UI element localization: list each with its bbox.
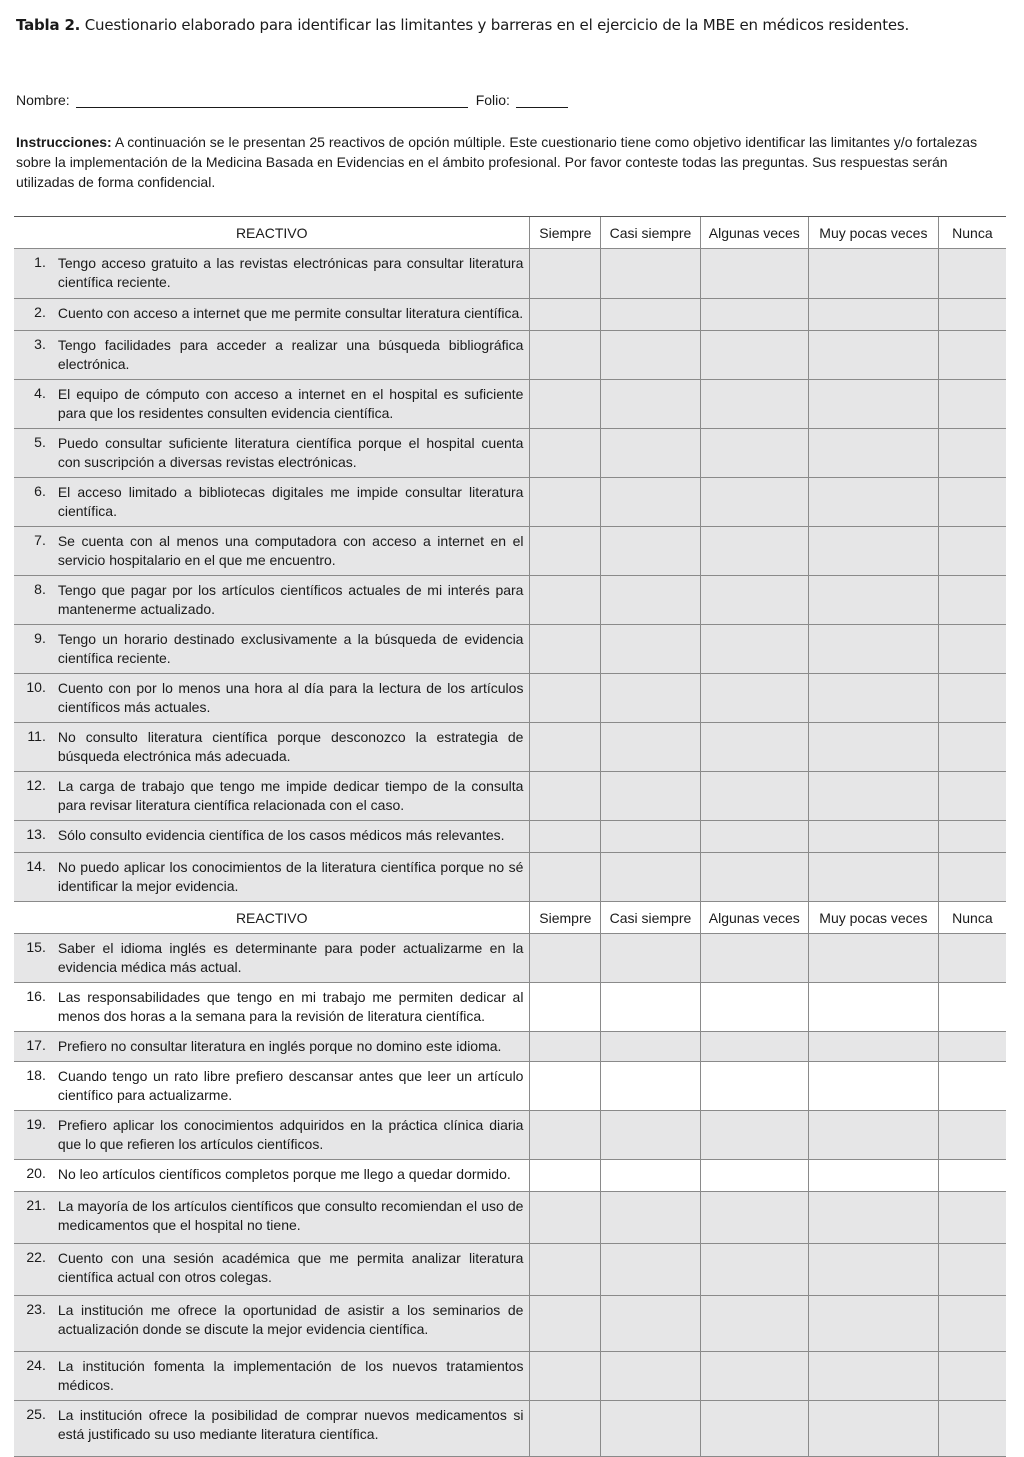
answer-cell[interactable] <box>601 983 700 1032</box>
name-field[interactable] <box>76 93 468 108</box>
answer-cell[interactable] <box>601 527 700 576</box>
item-text: Prefiero no consultar literatura en inglés porque no domino este idioma. <box>52 1032 530 1062</box>
item-text: Tengo un horario destinado exclusivamente a la búsqueda de evidencia científica reciente. <box>52 625 530 674</box>
answer-cell[interactable] <box>601 853 700 902</box>
header-option: Casi siempre <box>601 902 700 934</box>
answer-cell[interactable] <box>938 249 1006 299</box>
table-row <box>14 429 1006 478</box>
item-number: 19. <box>14 1111 52 1160</box>
item-number: 7. <box>14 527 52 576</box>
answer-cell[interactable] <box>530 1401 601 1457</box>
answer-cell[interactable] <box>700 674 808 723</box>
item-text: Cuento con por lo menos una hora al día para la lectura de los artículos científicos más actuales. <box>52 674 530 723</box>
answer-cell[interactable] <box>938 1111 1006 1160</box>
item-number: 20. <box>14 1160 52 1192</box>
item-text: Puedo consultar suficiente literatura científica porque el hospital cuenta con suscripción a diversas revistas electrónicas. <box>52 429 530 478</box>
answer-cell[interactable] <box>808 625 938 674</box>
caption-text: Cuestionario elaborado para identificar las limitantes y barreras en el ejercicio de la MBE en médicos residentes. <box>80 16 910 34</box>
answer-cell[interactable] <box>601 1111 700 1160</box>
header-option: Siempre <box>530 902 601 934</box>
table-row <box>14 576 1006 625</box>
table-row <box>14 1352 1006 1401</box>
answer-cell[interactable] <box>530 1032 601 1062</box>
answer-cell[interactable] <box>530 625 601 674</box>
answer-cell[interactable] <box>700 983 808 1032</box>
answer-cell[interactable] <box>938 934 1006 983</box>
table-row <box>14 527 1006 576</box>
item-number: 21. <box>14 1192 52 1244</box>
answer-cell[interactable] <box>700 1160 808 1192</box>
table-caption <box>16 16 909 34</box>
answer-cell[interactable] <box>808 576 938 625</box>
answer-cell[interactable] <box>938 821 1006 853</box>
answer-cell[interactable] <box>938 983 1006 1032</box>
answer-cell[interactable] <box>601 576 700 625</box>
answer-cell[interactable] <box>601 1160 700 1192</box>
answer-cell[interactable] <box>700 576 808 625</box>
table-row <box>14 772 1006 821</box>
answer-cell[interactable] <box>530 821 601 853</box>
header-option: Nunca <box>938 217 1006 249</box>
header-option: Algunas veces <box>700 902 808 934</box>
answer-cell[interactable] <box>601 1062 700 1111</box>
answer-cell[interactable] <box>700 723 808 772</box>
answer-cell[interactable] <box>938 772 1006 821</box>
answer-cell[interactable] <box>530 772 601 821</box>
answer-cell[interactable] <box>700 1296 808 1352</box>
answer-cell[interactable] <box>808 934 938 983</box>
answer-cell[interactable] <box>601 821 700 853</box>
answer-cell[interactable] <box>938 674 1006 723</box>
item-text: Cuento con acceso a internet que me permite consultar literatura científica. <box>52 299 530 331</box>
item-number: 25. <box>14 1401 52 1457</box>
answer-cell[interactable] <box>808 429 938 478</box>
answer-cell[interactable] <box>938 1032 1006 1062</box>
answer-cell[interactable] <box>530 723 601 772</box>
answer-cell[interactable] <box>808 1244 938 1296</box>
answer-cell[interactable] <box>808 853 938 902</box>
answer-cell[interactable] <box>601 299 700 331</box>
item-number: 23. <box>14 1296 52 1352</box>
answer-cell[interactable] <box>601 1032 700 1062</box>
answer-cell[interactable] <box>938 1401 1006 1457</box>
answer-cell[interactable] <box>938 1062 1006 1111</box>
answer-cell[interactable] <box>601 1296 700 1352</box>
item-number: 16. <box>14 983 52 1032</box>
questionnaire-table <box>14 216 1006 1457</box>
table-row <box>14 1111 1006 1160</box>
header-row <box>14 217 1006 249</box>
answer-cell[interactable] <box>700 1401 808 1457</box>
answer-cell[interactable] <box>808 1062 938 1111</box>
item-number: 4. <box>14 380 52 429</box>
header-option: Algunas veces <box>700 217 808 249</box>
answer-cell[interactable] <box>938 1160 1006 1192</box>
answer-cell[interactable] <box>938 1192 1006 1244</box>
table-row <box>14 1244 1006 1296</box>
item-number: 13. <box>14 821 52 853</box>
answer-cell[interactable] <box>938 478 1006 527</box>
answer-cell[interactable] <box>938 299 1006 331</box>
answer-cell[interactable] <box>938 625 1006 674</box>
item-text: No leo artículos científicos completos porque me llego a quedar dormido. <box>52 1160 530 1192</box>
answer-cell[interactable] <box>700 380 808 429</box>
table-row <box>14 934 1006 983</box>
answer-cell[interactable] <box>808 249 938 299</box>
answer-cell[interactable] <box>601 1401 700 1457</box>
answer-cell[interactable] <box>601 1192 700 1244</box>
answer-cell[interactable] <box>601 429 700 478</box>
answer-cell[interactable] <box>530 674 601 723</box>
item-number: 6. <box>14 478 52 527</box>
header-option: Nunca <box>938 902 1006 934</box>
answer-cell[interactable] <box>938 1296 1006 1352</box>
answer-cell[interactable] <box>700 1192 808 1244</box>
answer-cell[interactable] <box>938 1352 1006 1401</box>
instructions-text: A continuación se le presentan 25 reactivos de opción múltiple. Este cuestionario tiene como objetivo identificar las limitantes y/o fortalezas sobre la implementación de la Medicina Basada en Evidencias en el ámbito profesional. Por favor conteste todas las preguntas. Sus respuestas serán utilizadas de forma confidencial. <box>16 134 978 190</box>
caption-prefix: Tabla 2. <box>16 16 81 34</box>
answer-cell[interactable] <box>938 576 1006 625</box>
item-number: 11. <box>14 723 52 772</box>
item-number: 8. <box>14 576 52 625</box>
answer-cell[interactable] <box>808 772 938 821</box>
answer-cell[interactable] <box>530 853 601 902</box>
table-row <box>14 723 1006 772</box>
item-text: La carga de trabajo que tengo me impide dedicar tiempo de la consulta para revisar literatura científica relacionada con el caso. <box>52 772 530 821</box>
header-reactivo: REACTIVO <box>14 217 530 249</box>
table-row <box>14 299 1006 331</box>
item-text: No puedo aplicar los conocimientos de la literatura científica porque no sé identificar la mejor evidencia. <box>52 853 530 902</box>
answer-cell[interactable] <box>601 380 700 429</box>
answer-cell[interactable] <box>938 723 1006 772</box>
header-reactivo: REACTIVO <box>14 902 530 934</box>
answer-cell[interactable] <box>601 331 700 380</box>
header-row <box>14 902 1006 934</box>
table-row <box>14 625 1006 674</box>
answer-cell[interactable] <box>601 723 700 772</box>
answer-cell[interactable] <box>808 723 938 772</box>
answer-cell[interactable] <box>601 772 700 821</box>
answer-cell[interactable] <box>700 853 808 902</box>
table-row <box>14 331 1006 380</box>
answer-cell[interactable] <box>808 380 938 429</box>
item-text: El equipo de cómputo con acceso a internet en el hospital es suficiente para que los residentes consulten evidencia científica. <box>52 380 530 429</box>
folio-label: Folio: <box>475 92 510 108</box>
answer-cell[interactable] <box>530 576 601 625</box>
answer-cell[interactable] <box>700 934 808 983</box>
header-option: Casi siempre <box>601 217 700 249</box>
answer-cell[interactable] <box>808 1296 938 1352</box>
answer-cell[interactable] <box>530 934 601 983</box>
answer-cell[interactable] <box>808 299 938 331</box>
answer-cell[interactable] <box>808 674 938 723</box>
answer-cell[interactable] <box>700 625 808 674</box>
item-number: 24. <box>14 1352 52 1401</box>
answer-cell[interactable] <box>530 1062 601 1111</box>
answer-cell[interactable] <box>808 983 938 1032</box>
item-text: El acceso limitado a bibliotecas digitales me impide consultar literatura científica. <box>52 478 530 527</box>
table-row <box>14 983 1006 1032</box>
answer-cell[interactable] <box>808 1160 938 1192</box>
answer-cell[interactable] <box>938 853 1006 902</box>
answer-cell[interactable] <box>938 331 1006 380</box>
table-row <box>14 1192 1006 1244</box>
answer-cell[interactable] <box>808 821 938 853</box>
answer-cell[interactable] <box>530 478 601 527</box>
answer-cell[interactable] <box>700 821 808 853</box>
item-text: La institución fomenta la implementación de los nuevos tratamientos médicos. <box>52 1352 530 1401</box>
item-text: Cuento con una sesión académica que me permita analizar literatura científica actual con otros colegas. <box>52 1244 530 1296</box>
answer-cell[interactable] <box>700 1111 808 1160</box>
item-text: Tengo acceso gratuito a las revistas electrónicas para consultar literatura científica reciente. <box>52 249 530 299</box>
answer-cell[interactable] <box>530 1111 601 1160</box>
item-text: Cuando tengo un rato libre prefiero descansar antes que leer un artículo científico para actualizarme. <box>52 1062 530 1111</box>
table-row <box>14 1296 1006 1352</box>
item-text: La institución ofrece la posibilidad de comprar nuevos medicamentos si está justificado su uso mediante literatura científica. <box>52 1401 530 1457</box>
item-text: Saber el idioma inglés es determinante para poder actualizarme en la evidencia médica más actual. <box>52 934 530 983</box>
answer-cell[interactable] <box>938 527 1006 576</box>
answer-cell[interactable] <box>530 1352 601 1401</box>
answer-cell[interactable] <box>808 1401 938 1457</box>
answer-cell[interactable] <box>700 429 808 478</box>
answer-cell[interactable] <box>601 249 700 299</box>
item-number: 18. <box>14 1062 52 1111</box>
answer-cell[interactable] <box>700 1352 808 1401</box>
answer-cell[interactable] <box>808 478 938 527</box>
table-row <box>14 821 1006 853</box>
table-row <box>14 853 1006 902</box>
item-number: 2. <box>14 299 52 331</box>
item-text: Sólo consulto evidencia científica de los casos médicos más relevantes. <box>52 821 530 853</box>
name-label: Nombre: <box>16 92 70 108</box>
answer-cell[interactable] <box>530 1192 601 1244</box>
answer-cell[interactable] <box>530 380 601 429</box>
item-number: 10. <box>14 674 52 723</box>
answer-cell[interactable] <box>530 527 601 576</box>
header-option: Siempre <box>530 217 601 249</box>
item-text: Prefiero aplicar los conocimientos adquiridos en la práctica clínica diaria que lo que refieren los artículos científicos. <box>52 1111 530 1160</box>
table-row <box>14 249 1006 299</box>
item-text: Tengo que pagar por los artículos científicos actuales de mi interés para mantenerme actualizado. <box>52 576 530 625</box>
item-number: 15. <box>14 934 52 983</box>
answer-cell[interactable] <box>700 331 808 380</box>
answer-cell[interactable] <box>530 1244 601 1296</box>
instructions <box>16 132 986 192</box>
answer-cell[interactable] <box>601 478 700 527</box>
answer-cell[interactable] <box>808 1111 938 1160</box>
answer-cell[interactable] <box>601 934 700 983</box>
answer-cell[interactable] <box>530 983 601 1032</box>
answer-cell[interactable] <box>601 625 700 674</box>
header-option: Muy pocas veces <box>808 902 938 934</box>
header-option: Muy pocas veces <box>808 217 938 249</box>
answer-cell[interactable] <box>808 1352 938 1401</box>
table-row <box>14 380 1006 429</box>
answer-cell[interactable] <box>700 772 808 821</box>
item-number: 9. <box>14 625 52 674</box>
item-text: No consulto literatura científica porque desconozco la estrategia de búsqueda electrónica más adecuada. <box>52 723 530 772</box>
answer-cell[interactable] <box>700 527 808 576</box>
answer-cell[interactable] <box>530 331 601 380</box>
answer-cell[interactable] <box>700 299 808 331</box>
item-number: 5. <box>14 429 52 478</box>
answer-cell[interactable] <box>601 1352 700 1401</box>
table-row <box>14 1401 1006 1457</box>
answer-cell[interactable] <box>938 1244 1006 1296</box>
answer-cell[interactable] <box>938 380 1006 429</box>
item-text: Las responsabilidades que tengo en mi trabajo me permiten dedicar al menos dos horas a la semana para la revisión de literatura científica. <box>52 983 530 1032</box>
item-number: 1. <box>14 249 52 299</box>
table-row <box>14 478 1006 527</box>
item-text: Se cuenta con al menos una computadora con acceso a internet en el servicio hospitalario en el que me encuentro. <box>52 527 530 576</box>
answer-cell[interactable] <box>700 1032 808 1062</box>
item-text: La institución me ofrece la oportunidad de asistir a los seminarios de actualización donde se discute la mejor evidencia científica. <box>52 1296 530 1352</box>
answer-cell[interactable] <box>700 1244 808 1296</box>
form-fields <box>16 92 568 108</box>
item-number: 3. <box>14 331 52 380</box>
item-text: Tengo facilidades para acceder a realizar una búsqueda bibliográfica electrónica. <box>52 331 530 380</box>
item-text: La mayoría de los artículos científicos que consulto recomiendan el uso de medicamentos que el hospital no tiene. <box>52 1192 530 1244</box>
answer-cell[interactable] <box>601 674 700 723</box>
answer-cell[interactable] <box>938 429 1006 478</box>
answer-cell[interactable] <box>700 249 808 299</box>
table-row <box>14 1062 1006 1111</box>
item-number: 14. <box>14 853 52 902</box>
answer-cell[interactable] <box>530 1160 601 1192</box>
answer-cell[interactable] <box>808 527 938 576</box>
answer-cell[interactable] <box>530 429 601 478</box>
answer-cell[interactable] <box>808 1192 938 1244</box>
answer-cell[interactable] <box>530 249 601 299</box>
folio-field[interactable] <box>516 93 568 108</box>
answer-cell[interactable] <box>808 331 938 380</box>
answer-cell[interactable] <box>601 1244 700 1296</box>
answer-cell[interactable] <box>530 299 601 331</box>
answer-cell[interactable] <box>808 1032 938 1062</box>
answer-cell[interactable] <box>530 1296 601 1352</box>
item-number: 17. <box>14 1032 52 1062</box>
instructions-label: Instrucciones: <box>16 134 112 150</box>
item-number: 22. <box>14 1244 52 1296</box>
table-row <box>14 674 1006 723</box>
table-row <box>14 1160 1006 1192</box>
answer-cell[interactable] <box>700 478 808 527</box>
item-number: 12. <box>14 772 52 821</box>
answer-cell[interactable] <box>700 1062 808 1111</box>
table-row <box>14 1032 1006 1062</box>
